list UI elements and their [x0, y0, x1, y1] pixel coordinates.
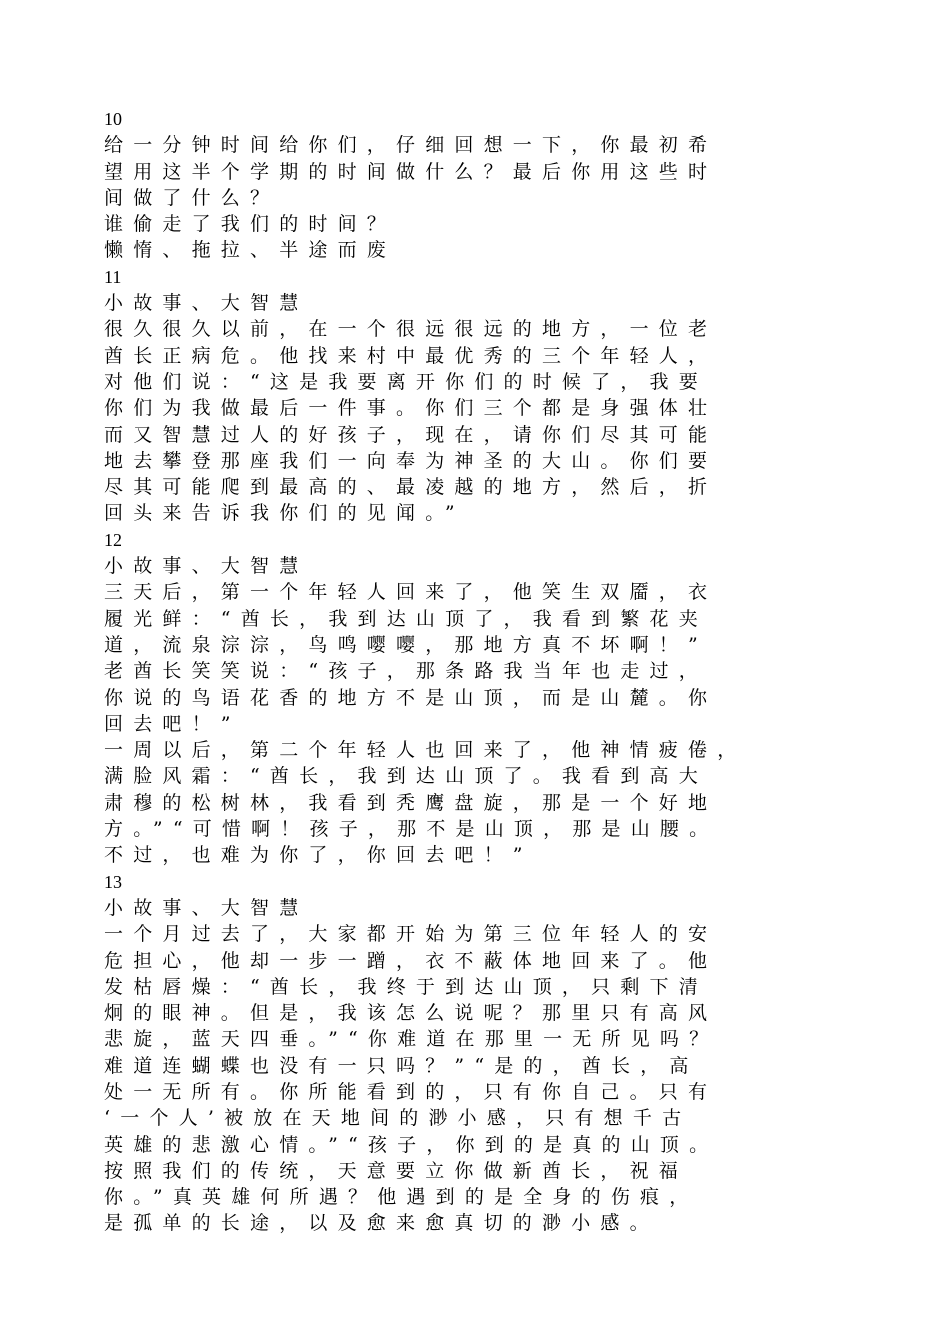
text-line: 难道连蝴蝶也没有一只吗？”“是的，酋长，高: [104, 1054, 699, 1077]
text-line: 方。”“可惜啊！孩子，那不是山顶，那是山腰。: [104, 818, 719, 841]
text-line: 你说的鸟语花香的地方不是山顶，而是山麓。你: [104, 686, 718, 709]
text-line: 而又智慧过人的好孩子，现在，请你们尽其可能: [104, 423, 718, 446]
text-line: 地去攀登那座我们一向奉为神圣的大山。你们要: [104, 449, 718, 472]
text-line: 发枯唇燥：“酋长，我终于到达山顶，只剩下清: [104, 975, 708, 998]
text-line: 道，流泉淙淙，鸟鸣嘤嘤，那地方真不坏啊！”: [104, 633, 708, 656]
text-line: 望用这半个学期的时间做什么？最后你用这些时: [104, 160, 718, 183]
document-body: [104, 106, 864, 1237]
text-line: 懒惰、拖拉、半途而废: [104, 239, 397, 262]
text-line: 按照我们的传统，天意要立你做新酋长，祝福: [104, 1159, 689, 1182]
text-line: 英雄的悲激心情。”“孩子，你到的是真的山顶。: [104, 1133, 719, 1156]
text-line: 炯的眼神。但是，我该怎么说呢？那里只有高风: [104, 1002, 718, 1025]
text-line: 你们为我做最后一件事。你们三个都是身强体壮: [104, 397, 718, 420]
text-line: 不过，也难为你了，你回去吧！”: [104, 844, 533, 867]
text-line: 回头来告诉我你们的见闻。”: [104, 502, 465, 525]
text-line: 处一无所有。你所能看到的，只有你自己。只有: [104, 1080, 718, 1103]
text-line: 履光鲜：“酋长，我到达山顶了，我看到繁花夹: [104, 607, 708, 630]
text-line: 小故事、大智慧: [104, 555, 309, 578]
text-line: 一个月过去了，大家都开始为第三位年轻人的安: [104, 923, 718, 946]
text-line: 一周以后，第二个年轻人也回来了，他神情疲倦，: [104, 739, 747, 762]
text-line: 谁偷走了我们的时间？: [104, 213, 397, 236]
text-line: 老酋长笑笑说：“孩子，那条路我当年也走过，: [104, 660, 708, 683]
text-line: 很久很久以前，在一个很远很远的地方，一位老: [104, 318, 718, 341]
text-line: 三天后，第一个年轻人回来了，他笑生双靥，衣: [104, 581, 718, 604]
text-line: 回去吧！”: [104, 712, 241, 735]
text-line: 小故事、大智慧: [104, 896, 309, 919]
text-line: 小故事、大智慧: [104, 292, 309, 315]
slide-number: 10: [104, 109, 122, 129]
text-line: ‘一个人’被放在天地间的渺小感，只有想千古: [104, 1107, 692, 1130]
text-line: 给一分钟时间给你们，仔细回想一下，你最初希: [104, 134, 718, 157]
text-line: 危担心，他却一步一蹭，衣不蔽体地回来了。他: [104, 949, 718, 972]
text-line: 肃穆的松树林，我看到秃鹰盘旋，那是一个好地: [104, 791, 718, 814]
slide-number: 13: [104, 871, 122, 892]
text-line: 尽其可能爬到最高的、最凌越的地方，然后，折: [104, 476, 718, 499]
slide-number: 11: [104, 266, 122, 287]
slide-number: 12: [104, 529, 122, 550]
text-line: 悲旋，蓝天四垂。”“你难道在那里一无所见吗？: [104, 1028, 719, 1051]
text-line: 是孤单的长途，以及愈来愈真切的渺小感。: [104, 1212, 659, 1235]
text-line: 你。”真英雄何所遇？他遇到的是全身的伤痕，: [104, 1186, 699, 1209]
text-line: 间做了什么？: [104, 186, 280, 209]
text-line: 对他们说：“这是我要离开你们的时候了，我要: [104, 370, 708, 393]
text-line: 满脸风霜：“酋长，我到达山顶了。我看到高大: [104, 765, 708, 788]
text-line: 酋长正病危。他找来村中最优秀的三个年轻人，: [104, 344, 718, 367]
